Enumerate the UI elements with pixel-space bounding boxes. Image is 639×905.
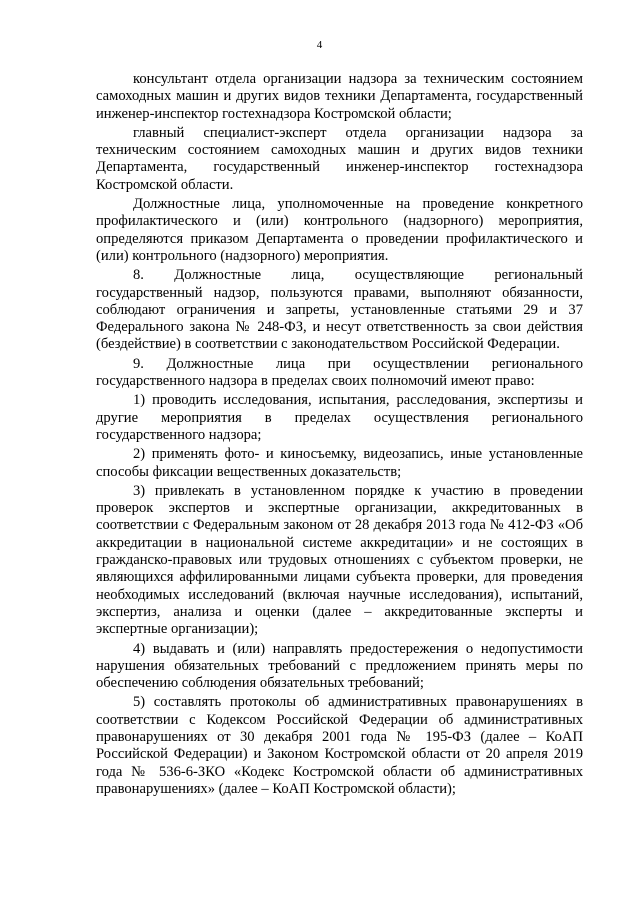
list-item-4: 4) выдавать и (или) направлять предостережения о недопустимости нарушения обязательных требований с предложением принять меры по обеспечению соблюдения обязательных требований; bbox=[96, 640, 583, 692]
page-number: 4 bbox=[316, 39, 323, 51]
list-item-3: 3) привлекать в установленном порядке к участию в проведении проверок экспертов и экспертные организации, аккредитованных в соответствии с Федеральным законом от 28 декабря 2013 года № 412-ФЗ «Об аккредитации в национальной системе аккредитации» и не состоящих в гражданско-правовых или трудовых отношениях с субъектом проверки, не являющихся аффилированными лицами субъекта проверки, для проведения необходимых исследований (включая научные исследования), испытаний, экспертиз, анализа и оценки (далее – аккредитованные эксперты и экспертные организации); bbox=[96, 482, 583, 638]
list-item-2: 2) применять фото- и киносъемку, видеозапись, иные установленные способы фиксации вещественных доказательств; bbox=[96, 446, 583, 480]
list-item-5: 5) составлять протоколы об административных правонарушениях в соответствии с Кодексом Российской Федерации об административных правонарушениях от 30 декабря 2001 года № 195-ФЗ (далее – КоАП Российской Федерации) и Законом Костромской области от 20 апреля 2019 года № 536-6-ЗКО «Кодекс Костромской области об административных правонарушениях» (далее – КоАП Костромской области); bbox=[96, 694, 583, 797]
document-body bbox=[96, 71, 583, 800]
paragraph-authorized-officials: Должностные лица, уполномоченные на проведение конкретного профилактического и (или) контрольного (надзорного) мероприятия, определяются приказом Департамента о проведении профилактического и (или) контрольного (надзорного) мероприятия. bbox=[96, 196, 583, 264]
paragraph-item-8: 8. Должностные лица, осуществляющие региональный государственный надзор, пользуются правами, выполняют обязанности, соблюдают ограничения и запреты, установленные статьями 29 и 37 Федерального закона № 248-ФЗ, и несут ответственность за свои действия (бездействие) в соответствии с законодательством Российской Федерации. bbox=[96, 267, 583, 353]
paragraph-item-9: 9. Должностные лица при осуществлении регионального государственного надзора в пределах своих полномочий имеют право: bbox=[96, 355, 583, 390]
paragraph-consultant: консультант отдела организации надзора за техническим состоянием самоходных машин и других видов техники Департамента, государственный инженер-инспектор гостехнадзора Костромской области; bbox=[96, 71, 583, 122]
list-item-1: 1) проводить исследования, испытания, расследования, экспертизы и другие мероприятия в пределах осуществления регионального государственного надзора; bbox=[96, 392, 583, 443]
paragraph-chief-specialist: главный специалист-эксперт отдела организации надзора за техническим состоянием самоходных машин и других видов техники Департамента, государственный инженер-инспектор гостехнадзора Костромской области. bbox=[96, 124, 583, 193]
